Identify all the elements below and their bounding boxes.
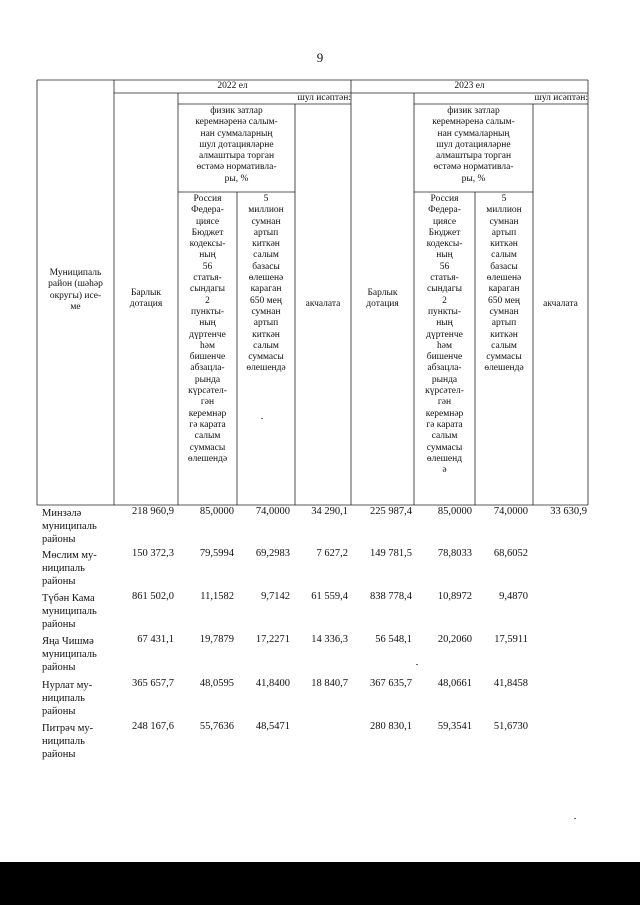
- header-five-million-2023: 5 миллион сумнан артып киткән салым базасы өлешенә караган 650 мең сумнан артып киткән салым суммасы өлешендә: [484, 194, 524, 374]
- budget-code-norm-2022: 19,7879: [199, 634, 234, 645]
- total-grant-2022: 248 167,6: [132, 721, 174, 732]
- municipality-name: Нурлат му- ниципаль районы: [42, 680, 93, 717]
- budget-code-norm-2023: 85,0000: [437, 506, 472, 517]
- municipality-name: Минзәлә муниципаль районы: [42, 508, 97, 545]
- header-municipal-column: Муниципаль район (шәһәр округы) исе- ме: [48, 268, 103, 312]
- header-cash-2023: акчалата: [543, 299, 578, 309]
- total-grant-2022: 67 431,1: [137, 634, 174, 645]
- cash-2022: 14 336,3: [311, 634, 348, 645]
- budget-code-norm-2022: 85,0000: [199, 506, 234, 517]
- total-grant-2022: 150 372,3: [132, 548, 174, 559]
- budget-code-norm-2023: 48,0661: [437, 678, 472, 689]
- budget-code-norm-2022: 48,0595: [199, 678, 234, 689]
- five-million-norm-2022: 69,2983: [255, 548, 290, 559]
- five-million-norm-2022: 74,0000: [255, 506, 290, 517]
- header-replacement-norm-2022: физик затлар керемнәренә салым- нан суммаларның шул дотацияләрне алмаштыра торган өстәмә нормативла- ры, %: [195, 106, 278, 184]
- five-million-norm-2023: 41,8458: [493, 678, 528, 689]
- total-grant-2022: 861 502,0: [132, 591, 174, 602]
- total-grant-2022: 218 960,9: [132, 506, 174, 517]
- scan-speck: [574, 818, 576, 819]
- five-million-norm-2022: 9,7142: [261, 591, 290, 602]
- cash-2023: 33 630,9: [550, 506, 587, 517]
- scan-border: [0, 862, 640, 905]
- total-grant-2023: 838 778,4: [370, 591, 412, 602]
- budget-code-norm-2022: 11,1582: [200, 591, 234, 602]
- header-total-grant-2023: Барлык дотация: [366, 288, 399, 310]
- budget-code-norm-2023: 78,8033: [437, 548, 472, 559]
- total-grant-2023: 56 548,1: [375, 634, 412, 645]
- cash-2022: 61 559,4: [311, 591, 348, 602]
- total-grant-2023: 280 830,1: [370, 721, 412, 732]
- page-number: 9: [316, 50, 324, 65]
- header-including-2023: шул исәптән:: [534, 93, 588, 103]
- five-million-norm-2022: 17,2271: [255, 634, 290, 645]
- five-million-norm-2023: 17,5911: [494, 634, 528, 645]
- header-five-million-2022: 5 миллион сумнан артып киткән салым базасы өлешенә караган 650 мең сумнан артып киткән салым суммасы өлешендә: [246, 194, 286, 374]
- municipality-name: Питрәч му- ниципаль районы: [42, 723, 94, 760]
- budget-code-norm-2023: 20,2060: [437, 634, 472, 645]
- header-budget-code-2023: Россия Федера- циясе Бюджет кодексы- ның 56 статья- сындагы 2 пункты- ның дүртенче һәм бишенче абзацла- рында күрсәтел- гән керемнәр гә карата салым суммасы өлешенд ә: [425, 194, 464, 476]
- header-budget-code-2022: Россия Федера- циясе Бюджет кодексы- ның 56 статья- сындагы 2 пункты- ның дүртенче һәм бишенче абзацла- рында күрсәтел- гән керемнәр гә карата салым суммасы өлешендә: [187, 194, 228, 464]
- budget-code-norm-2022: 79,5994: [199, 548, 234, 559]
- municipality-name: Яңа Чишмә муниципаль районы: [42, 636, 97, 673]
- municipality-name: Мөслим му- ниципаль районы: [42, 550, 97, 587]
- five-million-norm-2023: 74,0000: [493, 506, 528, 517]
- budget-code-norm-2022: 55,7636: [199, 721, 234, 732]
- municipality-name: Түбән Кама муниципаль районы: [42, 593, 97, 630]
- budget-code-norm-2023: 59,3541: [437, 721, 472, 732]
- five-million-norm-2022: 41,8400: [255, 678, 290, 689]
- total-grant-2023: 149 781,5: [370, 548, 412, 559]
- total-grant-2023: 367 635,7: [370, 678, 412, 689]
- header-year-2023: 2023 ел: [454, 81, 485, 91]
- cash-2022: 34 290,1: [311, 506, 348, 517]
- five-million-norm-2023: 51,6730: [493, 721, 528, 732]
- scan-speck: [416, 664, 418, 665]
- five-million-norm-2023: 9,4870: [499, 591, 528, 602]
- header-total-grant-2022: Барлык дотация: [129, 288, 163, 310]
- header-replacement-norm-2023: физик затлар керемнәренә салым- нан суммаларның шул дотацияләрне алмаштыра торган өстәмә нормативла- ры, %: [432, 106, 515, 184]
- total-grant-2023: 225 987,4: [370, 506, 412, 517]
- cash-2022: 7 627,2: [316, 548, 348, 559]
- header-cash-2022: акчалата: [305, 299, 341, 309]
- scan-speck: [261, 418, 263, 419]
- five-million-norm-2023: 68,6052: [493, 548, 528, 559]
- budget-code-norm-2023: 10,8972: [437, 591, 472, 602]
- five-million-norm-2022: 48,5471: [255, 721, 290, 732]
- total-grant-2022: 365 657,7: [132, 678, 174, 689]
- header-year-2022: 2022 ел: [217, 81, 248, 91]
- cash-2022: 18 840,7: [311, 678, 348, 689]
- header-including-2022: шул исәптән:: [297, 93, 351, 103]
